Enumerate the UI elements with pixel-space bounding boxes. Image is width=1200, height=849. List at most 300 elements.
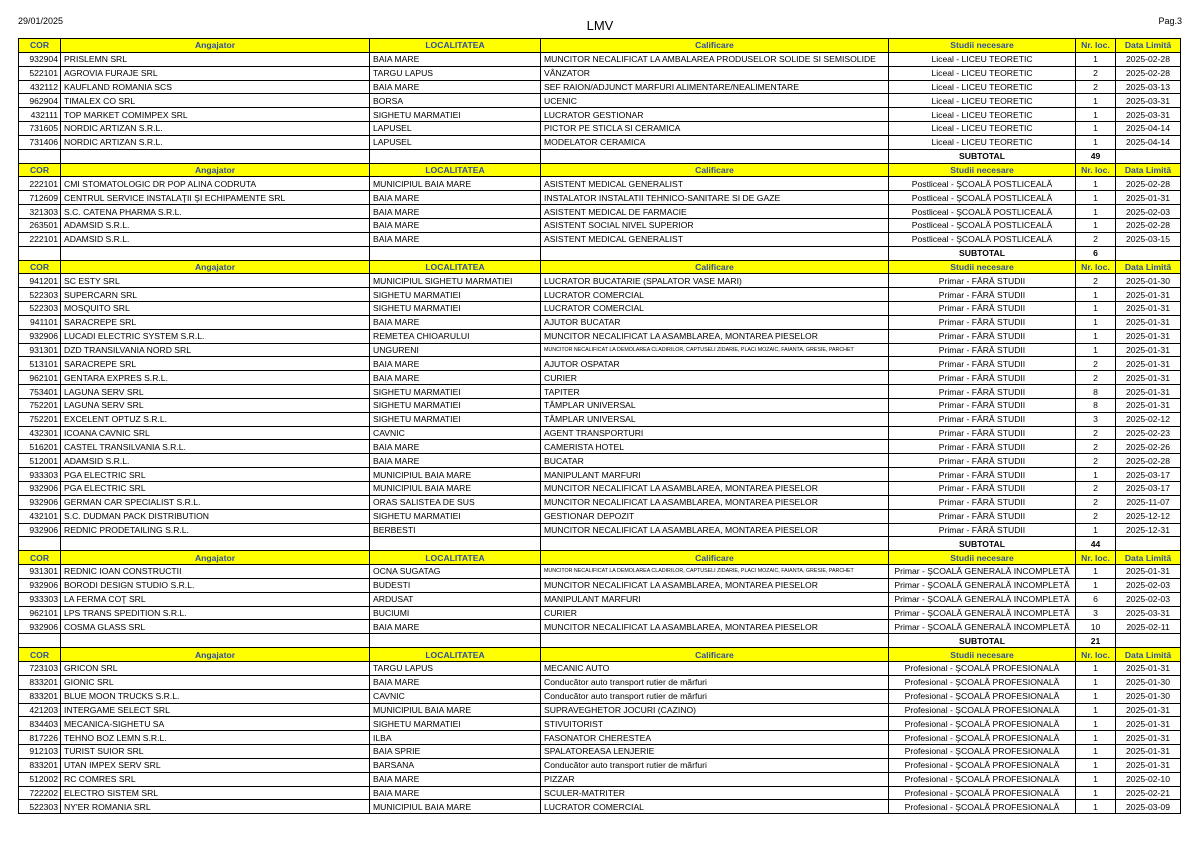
cor-cell: 932906 (19, 523, 61, 537)
employer-cell: ICOANA CAVNIC SRL (61, 426, 370, 440)
locality-cell: BAIA MARE (370, 371, 541, 385)
employer-cell: CASTEL TRANSILVANIA S.R.L. (61, 440, 370, 454)
positions-cell: 1 (1076, 218, 1116, 232)
table-row (19, 274, 1181, 288)
studies-cell: Profesional - ŞCOALĂ PROFESIONALĂ (889, 717, 1076, 731)
employer-cell: MOSQUITO SRL (61, 302, 370, 316)
table-row (19, 606, 1181, 620)
employer-cell: GERMAN CAR SPECIALIST S.R.L. (61, 495, 370, 509)
qualification-cell: Conducător auto transport rutier de mărfuri (541, 689, 889, 703)
qualification-cell: LUCRATOR GESTIONAR (541, 108, 889, 122)
studies-cell: Postliceal - ŞCOALĂ POSTLICEALĂ (889, 218, 1076, 232)
empty-cell (61, 149, 370, 163)
deadline-cell: 2025-02-28 (1116, 218, 1181, 232)
employer-cell: CMI STOMATOLOGIC DR POP ALINA CODRUTA (61, 177, 370, 191)
column-header-deadline: Data Limită (1116, 260, 1181, 274)
studies-cell: Liceal - LICEU TEORETIC (889, 66, 1076, 80)
cor-cell: 933303 (19, 592, 61, 606)
studies-cell: Postliceal - ŞCOALĂ POSTLICEALĂ (889, 191, 1076, 205)
qualification-cell: MUNCITOR NECALIFICAT LA DEMOLAREA CLADIRILOR, CAPTUSELI ZIDARIE, PLACI MOZAIC, FAIANTA, GRESIE, PARCHET (541, 343, 889, 357)
locality-cell: MUNICIPIUL BAIA MARE (370, 468, 541, 482)
cor-cell: 752201 (19, 412, 61, 426)
table-row (19, 315, 1181, 329)
table-row (19, 94, 1181, 108)
column-header-studies: Studii necesare (889, 260, 1076, 274)
column-header-studies: Studii necesare (889, 648, 1076, 662)
column-header-row (19, 163, 1181, 177)
studies-cell: Primar - FĂRĂ STUDII (889, 440, 1076, 454)
positions-cell: 8 (1076, 398, 1116, 412)
cor-cell: 432111 (19, 108, 61, 122)
locality-cell: BAIA MARE (370, 315, 541, 329)
positions-cell: 1 (1076, 288, 1116, 302)
empty-cell (19, 149, 61, 163)
column-header-deadline: Data Limită (1116, 163, 1181, 177)
column-header-cor: COR (19, 260, 61, 274)
employer-cell: EXCELENT OPTUZ S.R.L. (61, 412, 370, 426)
studies-cell: Primar - ŞCOALĂ GENERALĂ INCOMPLETĂ (889, 620, 1076, 634)
table-row (19, 80, 1181, 94)
positions-cell: 1 (1076, 703, 1116, 717)
studies-cell: Liceal - LICEU TEORETIC (889, 122, 1076, 136)
locality-cell: BAIA MARE (370, 357, 541, 371)
cor-cell: 321303 (19, 205, 61, 219)
deadline-cell: 2025-02-23 (1116, 426, 1181, 440)
studies-cell: Primar - ŞCOALĂ GENERALĂ INCOMPLETĂ (889, 565, 1076, 579)
cor-cell: 932906 (19, 578, 61, 592)
empty-cell (541, 537, 889, 551)
positions-cell: 2 (1076, 482, 1116, 496)
studies-cell: Liceal - LICEU TEORETIC (889, 80, 1076, 94)
empty-cell (19, 537, 61, 551)
subtotal-row (19, 246, 1181, 260)
cor-cell: 833201 (19, 758, 61, 772)
studies-cell: Postliceal - ŞCOALĂ POSTLICEALĂ (889, 232, 1076, 246)
locality-cell: LAPUSEL (370, 122, 541, 136)
column-header-positions: Nr. loc. (1076, 163, 1116, 177)
cor-cell: 753401 (19, 385, 61, 399)
column-header-positions: Nr. loc. (1076, 260, 1116, 274)
deadline-cell: 2025-12-31 (1116, 523, 1181, 537)
table-row (19, 731, 1181, 745)
cor-cell: 962101 (19, 606, 61, 620)
column-header-deadline: Data Limită (1116, 39, 1181, 53)
qualification-cell: VÂNZATOR (541, 66, 889, 80)
positions-cell: 1 (1076, 52, 1116, 66)
cor-cell: 222101 (19, 232, 61, 246)
deadline-cell: 2025-02-28 (1116, 177, 1181, 191)
table-row (19, 703, 1181, 717)
column-header-qualification: Calificare (541, 648, 889, 662)
employer-cell: BORODI DESIGN STUDIO S.R.L. (61, 578, 370, 592)
positions-cell: 2 (1076, 232, 1116, 246)
deadline-cell: 2025-01-31 (1116, 191, 1181, 205)
studies-cell: Primar - FĂRĂ STUDII (889, 385, 1076, 399)
column-header-cor: COR (19, 163, 61, 177)
empty-cell (1116, 149, 1181, 163)
employer-cell: ADAMSID S.R.L. (61, 218, 370, 232)
qualification-cell: CURIER (541, 371, 889, 385)
positions-cell: 1 (1076, 302, 1116, 316)
cor-cell: 522101 (19, 66, 61, 80)
table-row (19, 675, 1181, 689)
locality-cell: BERBESTI (370, 523, 541, 537)
cor-cell: 512001 (19, 454, 61, 468)
studies-cell: Primar - FĂRĂ STUDII (889, 454, 1076, 468)
cor-cell: 513101 (19, 357, 61, 371)
column-header-locality: LOCALITATEA (370, 551, 541, 565)
page-header (18, 16, 1182, 36)
locality-cell: LAPUSEL (370, 135, 541, 149)
locality-cell: BAIA MARE (370, 454, 541, 468)
deadline-cell: 2025-04-14 (1116, 122, 1181, 136)
positions-cell: 2 (1076, 80, 1116, 94)
qualification-cell: GESTIONAR DEPOZIT (541, 509, 889, 523)
cor-cell: 932906 (19, 482, 61, 496)
cor-cell: 522303 (19, 800, 61, 814)
qualification-cell: ASISTENT MEDICAL GENERALIST (541, 232, 889, 246)
positions-cell: 1 (1076, 315, 1116, 329)
cor-cell: 932906 (19, 495, 61, 509)
locality-cell: CAVNIC (370, 426, 541, 440)
deadline-cell: 2025-02-12 (1116, 412, 1181, 426)
locality-cell: CAVNIC (370, 689, 541, 703)
column-header-row (19, 648, 1181, 662)
employer-cell: NORDIC ARTIZAN S.R.L. (61, 135, 370, 149)
cor-cell: 731406 (19, 135, 61, 149)
deadline-cell: 2025-02-03 (1116, 578, 1181, 592)
employer-cell: TOP MARKET COMIMPEX SRL (61, 108, 370, 122)
cor-cell: 516201 (19, 440, 61, 454)
cor-cell: 722202 (19, 786, 61, 800)
empty-cell (370, 537, 541, 551)
cor-cell: 421203 (19, 703, 61, 717)
column-header-positions: Nr. loc. (1076, 551, 1116, 565)
employer-cell: LAGUNA SERV SRL (61, 398, 370, 412)
employer-cell: SUPERCARN SRL (61, 288, 370, 302)
column-header-qualification: Calificare (541, 163, 889, 177)
column-header-employer: Angajator (61, 551, 370, 565)
qualification-cell: Conducător auto transport rutier de mărfuri (541, 675, 889, 689)
positions-cell: 2 (1076, 274, 1116, 288)
employer-cell: RC COMRES SRL (61, 772, 370, 786)
column-header-positions: Nr. loc. (1076, 648, 1116, 662)
positions-cell: 1 (1076, 468, 1116, 482)
positions-cell: 1 (1076, 717, 1116, 731)
locality-cell: BAIA MARE (370, 218, 541, 232)
cor-cell: 834403 (19, 717, 61, 731)
column-header-cor: COR (19, 551, 61, 565)
subtotal-row (19, 634, 1181, 648)
positions-cell: 1 (1076, 689, 1116, 703)
deadline-cell: 2025-03-09 (1116, 800, 1181, 814)
deadline-cell: 2025-02-21 (1116, 786, 1181, 800)
column-header-deadline: Data Limită (1116, 648, 1181, 662)
employer-cell: AGROVIA FURAJE SRL (61, 66, 370, 80)
cor-cell: 833201 (19, 675, 61, 689)
cor-cell: 941101 (19, 315, 61, 329)
table-row (19, 52, 1181, 66)
studies-cell: Primar - ŞCOALĂ GENERALĂ INCOMPLETĂ (889, 578, 1076, 592)
deadline-cell: 2025-01-31 (1116, 329, 1181, 343)
studies-cell: Primar - ŞCOALĂ GENERALĂ INCOMPLETĂ (889, 592, 1076, 606)
column-header-employer: Angajator (61, 260, 370, 274)
job-listing-table (18, 38, 1181, 814)
positions-cell: 1 (1076, 661, 1116, 675)
employer-cell: ELECTRO SISTEM SRL (61, 786, 370, 800)
locality-cell: TARGU LAPUS (370, 66, 541, 80)
subtotal-label: SUBTOTAL (889, 149, 1076, 163)
cor-cell: 962101 (19, 371, 61, 385)
qualification-cell: ASISTENT SOCIAL NIVEL SUPERIOR (541, 218, 889, 232)
qualification-cell: SPALATOREASA LENJERIE (541, 745, 889, 759)
qualification-cell: INSTALATOR INSTALATII TEHNICO-SANITARE SI DE GAZE (541, 191, 889, 205)
locality-cell: UNGURENI (370, 343, 541, 357)
subtotal-value: 6 (1076, 246, 1116, 260)
cor-cell: 432112 (19, 80, 61, 94)
locality-cell: SIGHETU MARMATIEI (370, 302, 541, 316)
positions-cell: 1 (1076, 731, 1116, 745)
deadline-cell: 2025-04-14 (1116, 135, 1181, 149)
table-row (19, 398, 1181, 412)
column-header-deadline: Data Limită (1116, 551, 1181, 565)
empty-cell (61, 634, 370, 648)
studies-cell: Primar - FĂRĂ STUDII (889, 523, 1076, 537)
positions-cell: 1 (1076, 675, 1116, 689)
column-header-qualification: Calificare (541, 551, 889, 565)
positions-cell: 2 (1076, 440, 1116, 454)
subtotal-row (19, 537, 1181, 551)
positions-cell: 1 (1076, 786, 1116, 800)
column-header-employer: Angajator (61, 648, 370, 662)
table-row (19, 800, 1181, 814)
positions-cell: 1 (1076, 523, 1116, 537)
deadline-cell: 2025-02-26 (1116, 440, 1181, 454)
column-header-locality: LOCALITATEA (370, 163, 541, 177)
deadline-cell: 2025-01-30 (1116, 274, 1181, 288)
subtotal-label: SUBTOTAL (889, 634, 1076, 648)
positions-cell: 6 (1076, 592, 1116, 606)
locality-cell: MUNICIPIUL SIGHETU MARMATIEI (370, 274, 541, 288)
table-row (19, 758, 1181, 772)
qualification-cell: PIZZAR (541, 772, 889, 786)
studies-cell: Primar - FĂRĂ STUDII (889, 468, 1076, 482)
qualification-cell: MUNCITOR NECALIFICAT LA ASAMBLAREA, MONTAREA PIESELOR (541, 578, 889, 592)
column-header-cor: COR (19, 648, 61, 662)
table-row (19, 329, 1181, 343)
empty-cell (1116, 634, 1181, 648)
studies-cell: Postliceal - ŞCOALĂ POSTLICEALĂ (889, 177, 1076, 191)
deadline-cell: 2025-02-03 (1116, 205, 1181, 219)
studies-cell: Liceal - LICEU TEORETIC (889, 52, 1076, 66)
table-row (19, 122, 1181, 136)
column-header-cor: COR (19, 39, 61, 53)
employer-cell: CENTRUL SERVICE INSTALAŢII ŞI ECHIPAMENTE SRL (61, 191, 370, 205)
table-row (19, 426, 1181, 440)
employer-cell: PGA ELECTRIC SRL (61, 468, 370, 482)
qualification-cell: MUNCITOR NECALIFICAT LA ASAMBLAREA, MONTAREA PIESELOR (541, 482, 889, 496)
positions-cell: 2 (1076, 426, 1116, 440)
employer-cell: MECANICA-SIGHETU SA (61, 717, 370, 731)
table-row (19, 66, 1181, 80)
deadline-cell: 2025-11-07 (1116, 495, 1181, 509)
locality-cell: BAIA MARE (370, 786, 541, 800)
employer-cell: INTERGAME SELECT SRL (61, 703, 370, 717)
cor-cell: 263501 (19, 218, 61, 232)
employer-cell: NY'ER ROMANIA SRL (61, 800, 370, 814)
locality-cell: BAIA MARE (370, 772, 541, 786)
cor-cell: 931301 (19, 343, 61, 357)
qualification-cell: AGENT TRANSPORTURI (541, 426, 889, 440)
studies-cell: Profesional - ŞCOALĂ PROFESIONALĂ (889, 758, 1076, 772)
table-row (19, 205, 1181, 219)
deadline-cell: 2025-02-10 (1116, 772, 1181, 786)
table-row (19, 302, 1181, 316)
positions-cell: 10 (1076, 620, 1116, 634)
table-row (19, 661, 1181, 675)
empty-cell (61, 537, 370, 551)
studies-cell: Primar - FĂRĂ STUDII (889, 412, 1076, 426)
studies-cell: Primar - FĂRĂ STUDII (889, 329, 1076, 343)
qualification-cell: BUCATAR (541, 454, 889, 468)
empty-cell (370, 634, 541, 648)
studies-cell: Profesional - ŞCOALĂ PROFESIONALĂ (889, 675, 1076, 689)
locality-cell: MUNICIPIUL BAIA MARE (370, 177, 541, 191)
table-row (19, 509, 1181, 523)
subtotal-value: 44 (1076, 537, 1116, 551)
studies-cell: Primar - FĂRĂ STUDII (889, 371, 1076, 385)
table-row (19, 578, 1181, 592)
deadline-cell: 2025-01-31 (1116, 703, 1181, 717)
cor-cell: 932906 (19, 620, 61, 634)
qualification-cell: ASISTENT MEDICAL GENERALIST (541, 177, 889, 191)
studies-cell: Primar - FĂRĂ STUDII (889, 426, 1076, 440)
qualification-cell: SCULER-MATRITER (541, 786, 889, 800)
employer-cell: KAUFLAND ROMANIA SCS (61, 80, 370, 94)
deadline-cell: 2025-01-31 (1116, 343, 1181, 357)
locality-cell: BAIA MARE (370, 232, 541, 246)
subtotal-value: 49 (1076, 149, 1116, 163)
report-date: 29/01/2025 (18, 16, 64, 26)
cor-cell: 932906 (19, 329, 61, 343)
locality-cell: BAIA MARE (370, 205, 541, 219)
table-row (19, 482, 1181, 496)
table-row (19, 343, 1181, 357)
deadline-cell: 2025-02-28 (1116, 454, 1181, 468)
deadline-cell: 2025-03-17 (1116, 482, 1181, 496)
deadline-cell: 2025-03-31 (1116, 94, 1181, 108)
employer-cell: ADAMSID S.R.L. (61, 454, 370, 468)
studies-cell: Primar - FĂRĂ STUDII (889, 302, 1076, 316)
table-row (19, 385, 1181, 399)
qualification-cell: LUCRATOR COMERCIAL (541, 800, 889, 814)
studies-cell: Primar - ŞCOALĂ GENERALĂ INCOMPLETĂ (889, 606, 1076, 620)
deadline-cell: 2025-01-31 (1116, 731, 1181, 745)
deadline-cell: 2025-01-31 (1116, 302, 1181, 316)
qualification-cell: MANIPULANT MARFURI (541, 592, 889, 606)
column-header-row (19, 260, 1181, 274)
column-header-studies: Studii necesare (889, 163, 1076, 177)
employer-cell: TURIST SUIOR SRL (61, 745, 370, 759)
positions-cell: 1 (1076, 578, 1116, 592)
qualification-cell: STIVUITORIST (541, 717, 889, 731)
deadline-cell: 2025-03-13 (1116, 80, 1181, 94)
employer-cell: LUCADI ELECTRIC SYSTEM S.R.L. (61, 329, 370, 343)
studies-cell: Profesional - ŞCOALĂ PROFESIONALĂ (889, 745, 1076, 759)
studies-cell: Primar - FĂRĂ STUDII (889, 357, 1076, 371)
positions-cell: 1 (1076, 758, 1116, 772)
table-row (19, 371, 1181, 385)
column-header-qualification: Calificare (541, 39, 889, 53)
employer-cell: SARACREPE SRL (61, 315, 370, 329)
cor-cell: 817226 (19, 731, 61, 745)
table-row (19, 745, 1181, 759)
cor-cell: 752201 (19, 398, 61, 412)
deadline-cell: 2025-03-17 (1116, 468, 1181, 482)
subtotal-row (19, 149, 1181, 163)
qualification-cell: MUNCITOR NECALIFICAT LA ASAMBLAREA, MONTAREA PIESELOR (541, 620, 889, 634)
deadline-cell: 2025-01-31 (1116, 565, 1181, 579)
studies-cell: Primar - FĂRĂ STUDII (889, 509, 1076, 523)
cor-cell: 932904 (19, 52, 61, 66)
employer-cell: LA FERMA COŢ SRL (61, 592, 370, 606)
cor-cell: 432301 (19, 426, 61, 440)
locality-cell: BAIA MARE (370, 440, 541, 454)
locality-cell: MUNICIPIUL BAIA MARE (370, 800, 541, 814)
deadline-cell: 2025-01-31 (1116, 371, 1181, 385)
qualification-cell: MECANIC AUTO (541, 661, 889, 675)
employer-cell: SARACREPE SRL (61, 357, 370, 371)
positions-cell: 1 (1076, 135, 1116, 149)
empty-cell (19, 634, 61, 648)
employer-cell: GENTARA EXPRES S.R.L. (61, 371, 370, 385)
employer-cell: GIONIC SRL (61, 675, 370, 689)
employer-cell: PRISLEMN SRL (61, 52, 370, 66)
cor-cell: 222101 (19, 177, 61, 191)
qualification-cell: SUPRAVEGHETOR JOCURI (CAZINO) (541, 703, 889, 717)
table-row (19, 288, 1181, 302)
qualification-cell: PICTOR PE STICLA SI CERAMICA (541, 122, 889, 136)
employer-cell: DZD TRANSILVANIA NORD SRL (61, 343, 370, 357)
deadline-cell: 2025-02-28 (1116, 66, 1181, 80)
column-header-qualification: Calificare (541, 260, 889, 274)
studies-cell: Profesional - ŞCOALĂ PROFESIONALĂ (889, 772, 1076, 786)
table-row (19, 218, 1181, 232)
locality-cell: SIGHETU MARMATIEI (370, 398, 541, 412)
subtotal-label: SUBTOTAL (889, 537, 1076, 551)
positions-cell: 1 (1076, 205, 1116, 219)
column-header-locality: LOCALITATEA (370, 260, 541, 274)
employer-cell: BLUE MOON TRUCKS S.R.L. (61, 689, 370, 703)
qualification-cell: AJUTOR BUCATAR (541, 315, 889, 329)
locality-cell: OCNA SUGATAG (370, 565, 541, 579)
table-row (19, 592, 1181, 606)
positions-cell: 1 (1076, 343, 1116, 357)
positions-cell: 1 (1076, 772, 1116, 786)
locality-cell: BUCIUMI (370, 606, 541, 620)
studies-cell: Postliceal - ŞCOALĂ POSTLICEALĂ (889, 205, 1076, 219)
positions-cell: 3 (1076, 606, 1116, 620)
employer-cell: TIMALEX CO SRL (61, 94, 370, 108)
locality-cell: SIGHETU MARMATIEI (370, 108, 541, 122)
employer-cell: SC ESTY SRL (61, 274, 370, 288)
table-row (19, 786, 1181, 800)
studies-cell: Primar - FĂRĂ STUDII (889, 343, 1076, 357)
deadline-cell: 2025-01-31 (1116, 357, 1181, 371)
locality-cell: BAIA MARE (370, 80, 541, 94)
positions-cell: 2 (1076, 357, 1116, 371)
positions-cell: 8 (1076, 385, 1116, 399)
